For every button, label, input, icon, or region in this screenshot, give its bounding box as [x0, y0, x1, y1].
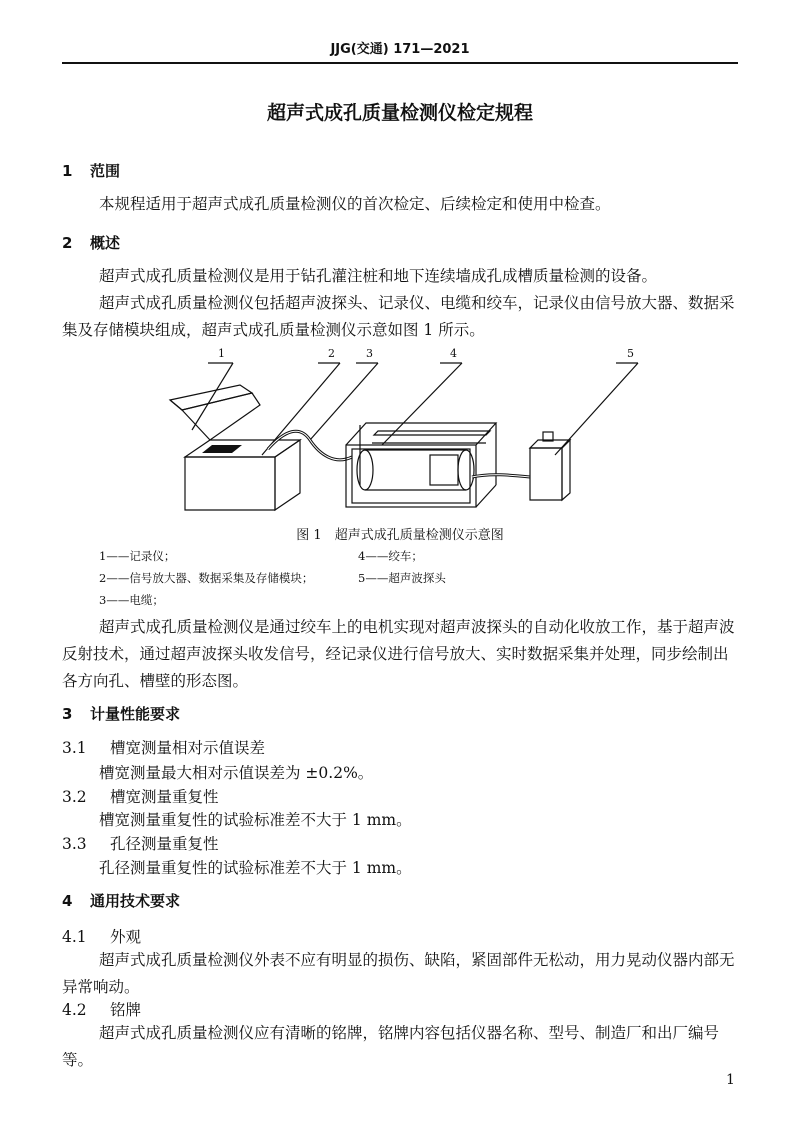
callout-1: 1 [218, 347, 225, 360]
subsection-4-2-text: 超声式成孔质量检测仪应有清晰的铭牌，铭牌内容包括仪器名称、型号、制造厂和出厂编号等。 [62, 1024, 720, 1069]
subsection-title: 铭牌 [110, 1001, 142, 1019]
document-title: 超声式成孔质量检测仪检定规程 [266, 102, 533, 124]
subsection-3-3-heading [62, 832, 219, 854]
legend-item-2: 2——信号放大器、数据采集及存储模块； [99, 571, 314, 585]
legend-item-5: 5——超声波探头 [358, 571, 446, 585]
subsection-title: 孔径测量重复性 [110, 835, 219, 853]
section-number: 1 [62, 162, 73, 180]
page-header: JJG(交通) 171—2021 [330, 42, 470, 57]
subsection-title: 外观 [110, 928, 142, 946]
section-title: 范围 [90, 162, 121, 180]
subsection-3-2-heading [62, 785, 219, 807]
callout-5: 5 [627, 347, 634, 360]
section-title: 概述 [90, 234, 121, 252]
subsection-3-1-heading [62, 736, 265, 758]
section-4-heading [62, 890, 180, 911]
subsection-4-2-heading [62, 998, 141, 1020]
section-3-heading [62, 703, 180, 724]
section-title: 计量性能要求 [90, 705, 181, 723]
subsection-4-1-text: 超声式成孔质量检测仪外表不应有明显的损伤、缺陷，紧固部件无松动，用力晃动仪器内部无异常响动。 [62, 951, 735, 996]
subsection-4-1-heading [62, 925, 141, 947]
figure-caption: 图 1 超声式成孔质量检测仪示意图 [296, 528, 504, 543]
header-rule [62, 62, 738, 64]
legend-item-1: 1——记录仪； [99, 549, 176, 563]
callout-4: 4 [450, 347, 457, 360]
instrument-diagram [160, 345, 650, 515]
subsection-number: 3.1 [62, 739, 87, 757]
section-number: 2 [62, 234, 73, 252]
section-number: 3 [62, 705, 73, 723]
subsection-number: 3.2 [62, 788, 87, 806]
callout-2: 2 [328, 347, 335, 360]
legend-item-4: 4——绞车； [358, 549, 423, 563]
subsection-title: 槽宽测量重复性 [110, 788, 219, 806]
subsection-title: 槽宽测量相对示值误差 [110, 739, 266, 757]
section-1-heading [62, 160, 120, 181]
subsection-number: 3.3 [62, 835, 87, 853]
section-1-text: 本规程适用于超声式成孔质量检测仪的首次检定、后续检定和使用中检查。 [99, 195, 611, 213]
subsection-3-1-text: 槽宽测量最大相对示值误差为 ±0.2%。 [99, 764, 374, 782]
section-2-paragraph-1: 超声式成孔质量检测仪是用于钻孔灌注桩和地下连续墙成孔成槽质量检测的设备。 [99, 267, 658, 285]
subsection-3-3-text: 孔径测量重复性的试验标准差不大于 1 mm。 [99, 859, 412, 877]
section-2-heading [62, 232, 120, 253]
subsection-3-2-text: 槽宽测量重复性的试验标准差不大于 1 mm。 [99, 811, 412, 829]
page-number: 1 [726, 1072, 735, 1088]
subsection-number: 4.1 [62, 928, 87, 946]
subsection-number: 4.2 [62, 1001, 87, 1019]
legend-item-3: 3——电缆； [99, 593, 164, 607]
section-title: 通用技术要求 [90, 892, 181, 910]
section-2-paragraph-2: 超声式成孔质量检测仪包括超声波探头、记录仪、电缆和绞车，记录仪由信号放大器、数据采集及存储模块组成，超声式成孔质量检测仪示意如图 1 所示。 [62, 294, 735, 339]
section-number: 4 [62, 892, 73, 910]
section-2-paragraph-3: 超声式成孔质量检测仪是通过绞车上的电机实现对超声波探头的自动化收放工作，基于超声波反射技术，通过超声波探头收发信号，经记录仪进行信号放大、实时数据采集并处理，同步绘制出各方向孔、槽壁的形态图。 [62, 618, 735, 690]
callout-3: 3 [366, 347, 373, 360]
